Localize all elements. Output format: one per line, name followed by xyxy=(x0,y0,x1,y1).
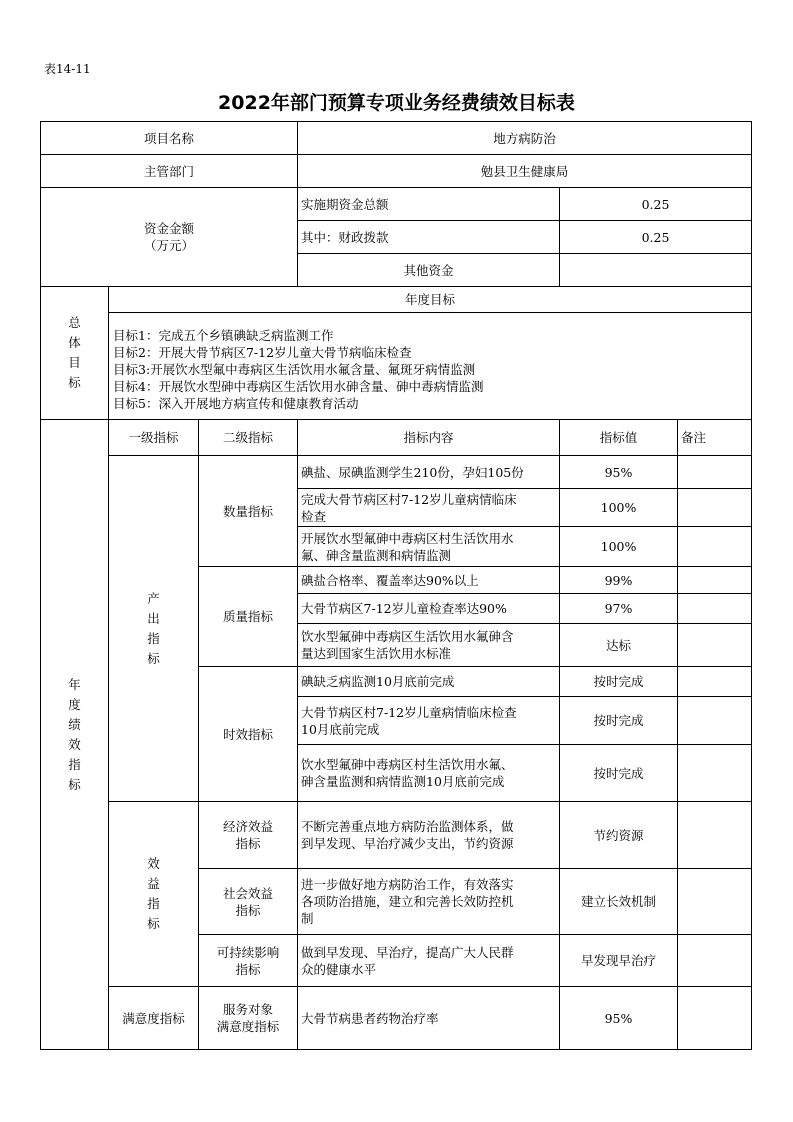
goal-item: 目标1：完成五个乡镇碘缺乏病监测工作 xyxy=(113,328,334,343)
funds-finance-value: 0.25 xyxy=(560,221,752,254)
indicator-note xyxy=(678,624,752,667)
funds-total-label: 实施期资金总额 xyxy=(298,188,560,221)
indicator-header-row xyxy=(41,420,752,456)
indicator-value: 按时完成 xyxy=(560,697,678,745)
sustainability-label: 可持续影响 指标 xyxy=(199,935,298,987)
goal-item: 目标5：深入开展地方病宣传和健康教育活动 xyxy=(113,396,359,411)
project-name-value: 地方病防治 xyxy=(298,122,752,155)
goal-item: 目标3:开展饮水型氟中毒病区生活饮用水氟含量、氟斑牙病情监测 xyxy=(113,362,476,377)
funds-total-value: 0.25 xyxy=(560,188,752,221)
funds-other-label: 其他资金 xyxy=(298,254,560,287)
page-title: 2022年部门预算专项业务经费绩效目标表 xyxy=(218,92,575,114)
indicator-content: 开展饮水型氟砷中毒病区村生活饮用水 氟、砷含量监测和病情监测 xyxy=(298,527,560,567)
indicator-content: 碘盐、尿碘监测学生210份，孕妇105份 xyxy=(298,456,560,489)
indicator-note xyxy=(678,802,752,869)
project-name-label: 项目名称 xyxy=(41,122,298,155)
goal-item: 目标4：开展饮水型砷中毒病区生活饮用水砷含量、砷中毒病情监测 xyxy=(113,379,484,394)
output-indicator-label: 产 出 指 标 xyxy=(109,456,199,802)
funds-label-line2: （万元） xyxy=(144,238,195,253)
funds-label xyxy=(41,188,298,287)
annual-indicator-side-label: 年 度 绩 效 指 标 xyxy=(41,420,109,1050)
goal-item: 目标2：开展大骨节病区7-12岁儿童大骨节病临床检查 xyxy=(113,345,412,360)
indicator-value: 97% xyxy=(560,594,678,624)
indicator-note xyxy=(678,935,752,987)
indicator-content: 大骨节病区村7-12岁儿童病情临床检查 10月底前完成 xyxy=(298,697,560,745)
indicator-note xyxy=(678,745,752,802)
indicator-row xyxy=(41,802,752,869)
indicator-value: 100% xyxy=(560,527,678,567)
indicator-content: 做到早发现、早治疗，提高广大人民群 众的健康水平 xyxy=(298,935,560,987)
table-number: 表14-11 xyxy=(44,62,91,76)
indicator-value: 节约资源 xyxy=(560,802,678,869)
social-benefit-label: 社会效益 指标 xyxy=(199,869,298,935)
indicator-note xyxy=(678,667,752,697)
indicator-value: 按时完成 xyxy=(560,667,678,697)
funds-total-row xyxy=(41,188,752,221)
indicator-note xyxy=(678,697,752,745)
header-level2: 二级指标 xyxy=(199,420,298,456)
service-satisfaction-label: 服务对象 满意度指标 xyxy=(199,987,298,1050)
header-content: 指标内容 xyxy=(298,420,560,456)
overall-goal-side-label: 总 体 目 标 xyxy=(41,287,109,420)
economic-benefit-label: 经济效益 指标 xyxy=(199,802,298,869)
benefit-indicator-label: 效 益 指 标 xyxy=(109,802,199,987)
funds-label-line1: 资金金额 xyxy=(144,221,195,236)
indicator-value: 建立长效机制 xyxy=(560,869,678,935)
indicator-content: 饮水型氟砷中毒病区生活饮用水氟砷含 量达到国家生活饮用水标准 xyxy=(298,624,560,667)
indicator-note xyxy=(678,527,752,567)
annual-goal-header-row xyxy=(41,287,752,313)
indicator-note xyxy=(678,869,752,935)
indicator-note xyxy=(678,489,752,527)
annual-goals-list xyxy=(109,313,752,420)
indicator-content: 完成大骨节病区村7-12岁儿童病情临床 检查 xyxy=(298,489,560,527)
indicator-note xyxy=(678,987,752,1050)
indicator-value: 95% xyxy=(560,456,678,489)
project-name-row xyxy=(41,122,752,155)
indicator-value: 100% xyxy=(560,489,678,527)
indicator-content: 不断完善重点地方病防治监测体系，做 到早发现、早治疗减少支出，节约资源 xyxy=(298,802,560,869)
funds-finance-label: 其中：财政拨款 xyxy=(298,221,560,254)
indicator-content: 碘盐合格率、覆盖率达90%以上 xyxy=(298,567,560,594)
indicator-value: 95% xyxy=(560,987,678,1050)
funds-other-value xyxy=(560,254,752,287)
satisfaction-indicator-label: 满意度指标 xyxy=(109,987,199,1050)
indicator-value: 按时完成 xyxy=(560,745,678,802)
indicator-content: 碘缺乏病监测10月底前完成 xyxy=(298,667,560,697)
indicator-content: 饮水型氟砷中毒病区村生活饮用水氟、 砷含量监测和病情监测10月底前完成 xyxy=(298,745,560,802)
indicator-note xyxy=(678,456,752,489)
department-row xyxy=(41,155,752,188)
annual-goals-row xyxy=(41,313,752,420)
header-note: 备注 xyxy=(678,420,752,456)
department-label: 主管部门 xyxy=(41,155,298,188)
header-value: 指标值 xyxy=(560,420,678,456)
indicator-row xyxy=(41,456,752,489)
indicator-content: 进一步做好地方病防治工作，有效落实 各项防治措施，建立和完善长效防控机 制 xyxy=(298,869,560,935)
indicator-row xyxy=(41,987,752,1050)
indicator-value: 早发现早治疗 xyxy=(560,935,678,987)
header-level1: 一级指标 xyxy=(109,420,199,456)
indicator-note xyxy=(678,594,752,624)
indicator-content: 大骨节病区7-12岁儿童检查率达90% xyxy=(298,594,560,624)
quality-indicator-label: 质量指标 xyxy=(199,567,298,667)
indicator-value: 达标 xyxy=(560,624,678,667)
performance-table xyxy=(40,121,752,1050)
indicator-value: 99% xyxy=(560,567,678,594)
annual-goal-header: 年度目标 xyxy=(109,287,752,313)
indicator-note xyxy=(678,567,752,594)
indicator-content: 大骨节病患者药物治疗率 xyxy=(298,987,560,1050)
quantity-indicator-label: 数量指标 xyxy=(199,456,298,567)
timeliness-indicator-label: 时效指标 xyxy=(199,667,298,802)
department-value: 勉县卫生健康局 xyxy=(298,155,752,188)
